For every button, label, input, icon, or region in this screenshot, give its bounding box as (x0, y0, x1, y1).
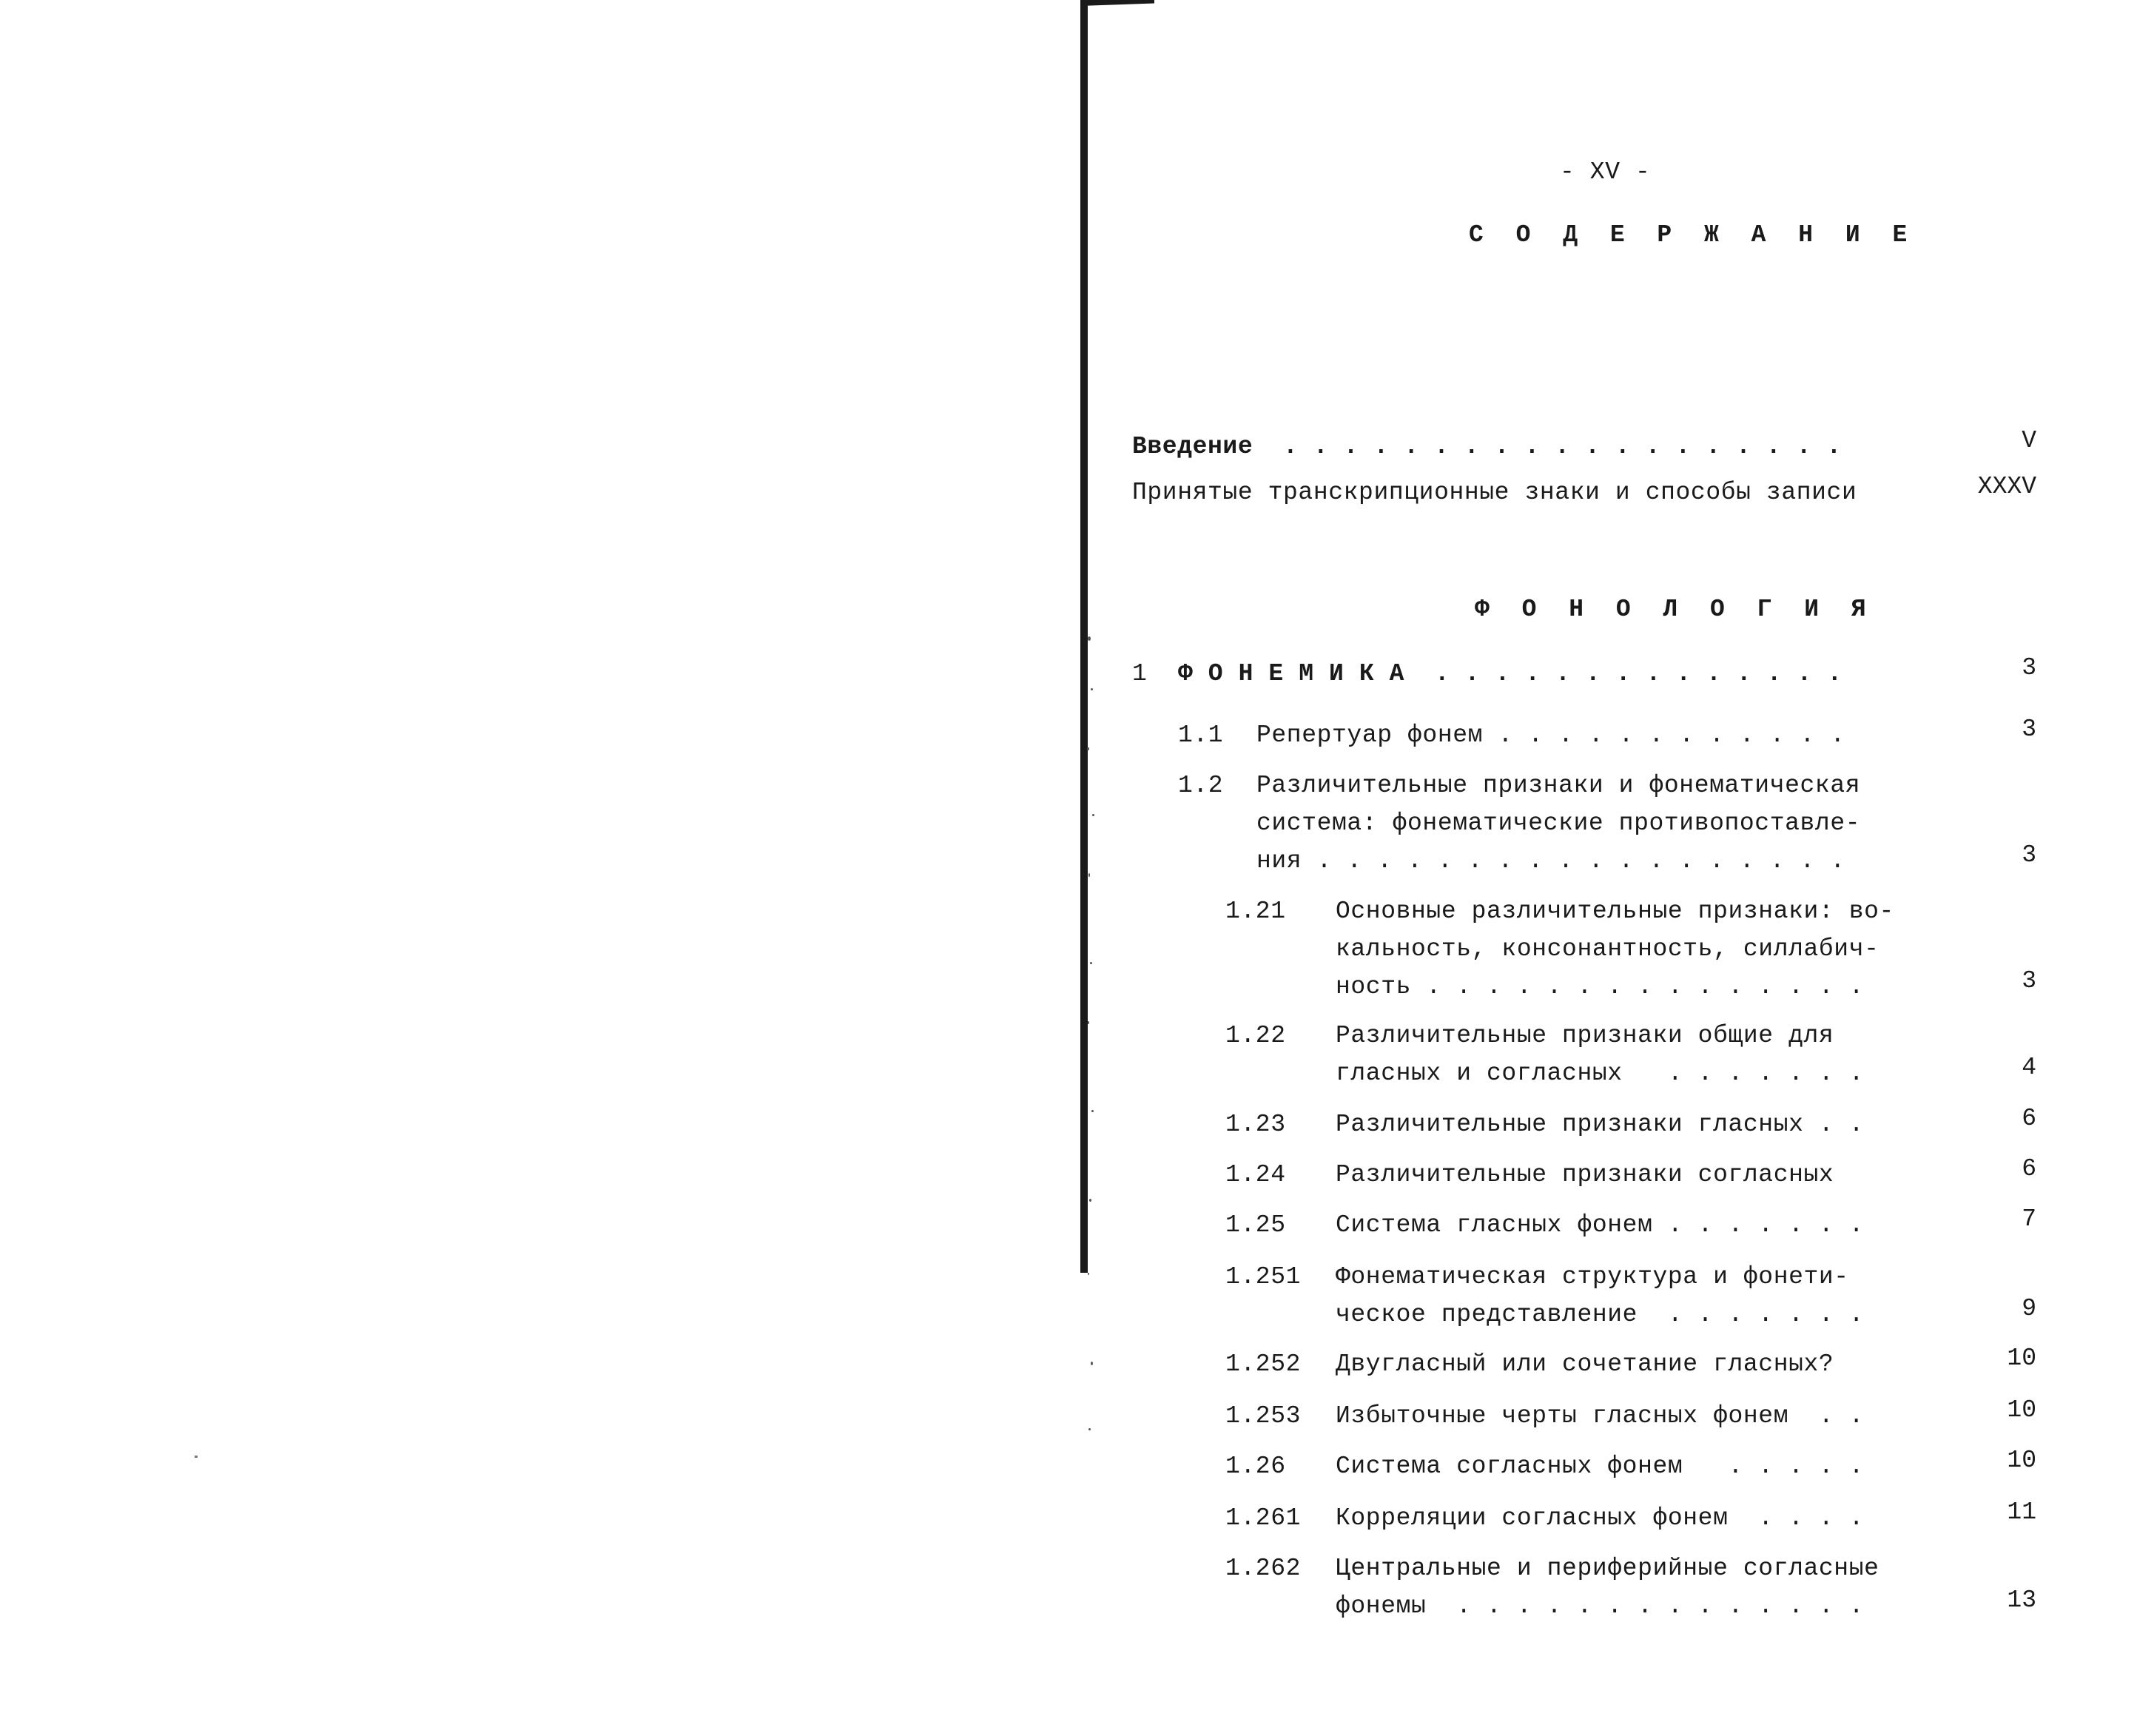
toc-entry-title-line: Корреляции согласных фонем . . . . (1336, 1504, 1865, 1532)
toc-entry-title-line: Репертуар фонем . . . . . . . . . . . . (1256, 721, 1845, 749)
toc-entry-page: 10 (2007, 1345, 2036, 1372)
toc-entry-page: 3 (2022, 716, 2036, 743)
toc-entry-title-line: Основные различительные признаки: во- (1336, 898, 1894, 925)
toc-entry-title-line: кальность, консонантность, силлабич- (1336, 935, 1879, 963)
toc-entry-page: 7 (2022, 1205, 2036, 1233)
toc-entry-title-line: гласных и согласных . . . . . . . (1336, 1060, 1865, 1087)
toc-entry-page: 10 (2007, 1447, 2036, 1474)
toc-entry-title-line: Различительные признаки и фонематическая (1256, 772, 1861, 799)
toc-entry-title-line: Система согласных фонем . . . . . (1336, 1453, 1865, 1480)
toc-entry-title-line: Различительные признаки гласных . . (1336, 1111, 1865, 1138)
section-heading: Ф О Н О Л О Г И Я (1475, 596, 1875, 623)
binding-edge-top (1080, 0, 1154, 6)
toc-entry-title-line: Различительные признаки согласных (1336, 1161, 1834, 1188)
toc-entry-title-line: Система гласных фонем . . . . . . . (1336, 1211, 1865, 1239)
page-number: - XV - (1560, 158, 1651, 186)
toc-entry-title-line: Ф О Н Е М И К А . . . . . . . . . . . . . . (1178, 660, 1842, 687)
toc-entry-title-line: Двугласный или сочетание гласных? (1336, 1350, 1834, 1378)
toc-entry-title-line: Центральные и периферийные согласные (1336, 1555, 1879, 1582)
front-matter-title: Принятые транскрипционные знаки и способы записи (1132, 479, 1857, 506)
toc-entry-number: 1.1 (1178, 721, 1224, 749)
toc-entry-title-line: Различительные признаки общие для (1336, 1022, 1834, 1049)
toc-entry-number: 1.252 (1225, 1350, 1302, 1378)
toc-entry-title-line: ния . . . . . . . . . . . . . . . . . . (1256, 847, 1845, 875)
toc-entry-number: 1.262 (1225, 1555, 1302, 1582)
toc-entry-title-line: ческое представление . . . . . . . (1336, 1301, 1865, 1328)
toc-entry-page: 4 (2022, 1054, 2036, 1081)
toc-entry-page: 6 (2022, 1155, 2036, 1182)
front-matter-title: Введение . . . . . . . . . . . . . . . . . . . (1132, 433, 1842, 460)
toc-entry-number: 1 (1132, 660, 1148, 687)
toc-entry-title-line: фонемы . . . . . . . . . . . . . . (1336, 1592, 1865, 1620)
page-title: С О Д Е Р Ж А Н И Е (1469, 221, 1916, 249)
toc-entry-number: 1.21 (1225, 898, 1286, 925)
toc-entry-number: 1.22 (1225, 1022, 1286, 1049)
front-matter-page: XXXV (1977, 473, 2036, 500)
scan-specks (1086, 622, 1098, 1450)
toc-entry-number: 1.23 (1225, 1111, 1286, 1138)
toc-entry-number: 1.24 (1225, 1161, 1286, 1188)
toc-entry-page: 10 (2007, 1396, 2036, 1424)
toc-entry-page: 6 (2022, 1105, 2036, 1132)
toc-entry-title-line: Избыточные черты гласных фонем . . (1336, 1402, 1865, 1430)
toc-entry-page: 3 (2022, 654, 2036, 682)
toc-entry-page: 11 (2007, 1498, 2036, 1526)
toc-entry-number: 1.25 (1225, 1211, 1286, 1239)
toc-entry-page: 3 (2022, 967, 2036, 995)
toc-entry-page: 13 (2007, 1587, 2036, 1614)
front-matter-page: V (2022, 427, 2036, 454)
toc-entry-number: 1.253 (1225, 1402, 1302, 1430)
toc-entry-title-line: Фонематическая структура и фонети- (1336, 1263, 1849, 1291)
toc-entry-page: 3 (2022, 841, 2036, 869)
toc-entry-page: 9 (2022, 1295, 2036, 1322)
toc-entry-number: 1.26 (1225, 1453, 1286, 1480)
toc-entry-title-line: система: фонематические противопоставле- (1256, 810, 1861, 837)
toc-entry-number: 1.2 (1178, 772, 1224, 799)
scan-speck (195, 1456, 198, 1458)
toc-entry-title-line: ность . . . . . . . . . . . . . . . (1336, 973, 1865, 1000)
toc-entry-number: 1.261 (1225, 1504, 1302, 1532)
toc-entry-number: 1.251 (1225, 1263, 1302, 1291)
